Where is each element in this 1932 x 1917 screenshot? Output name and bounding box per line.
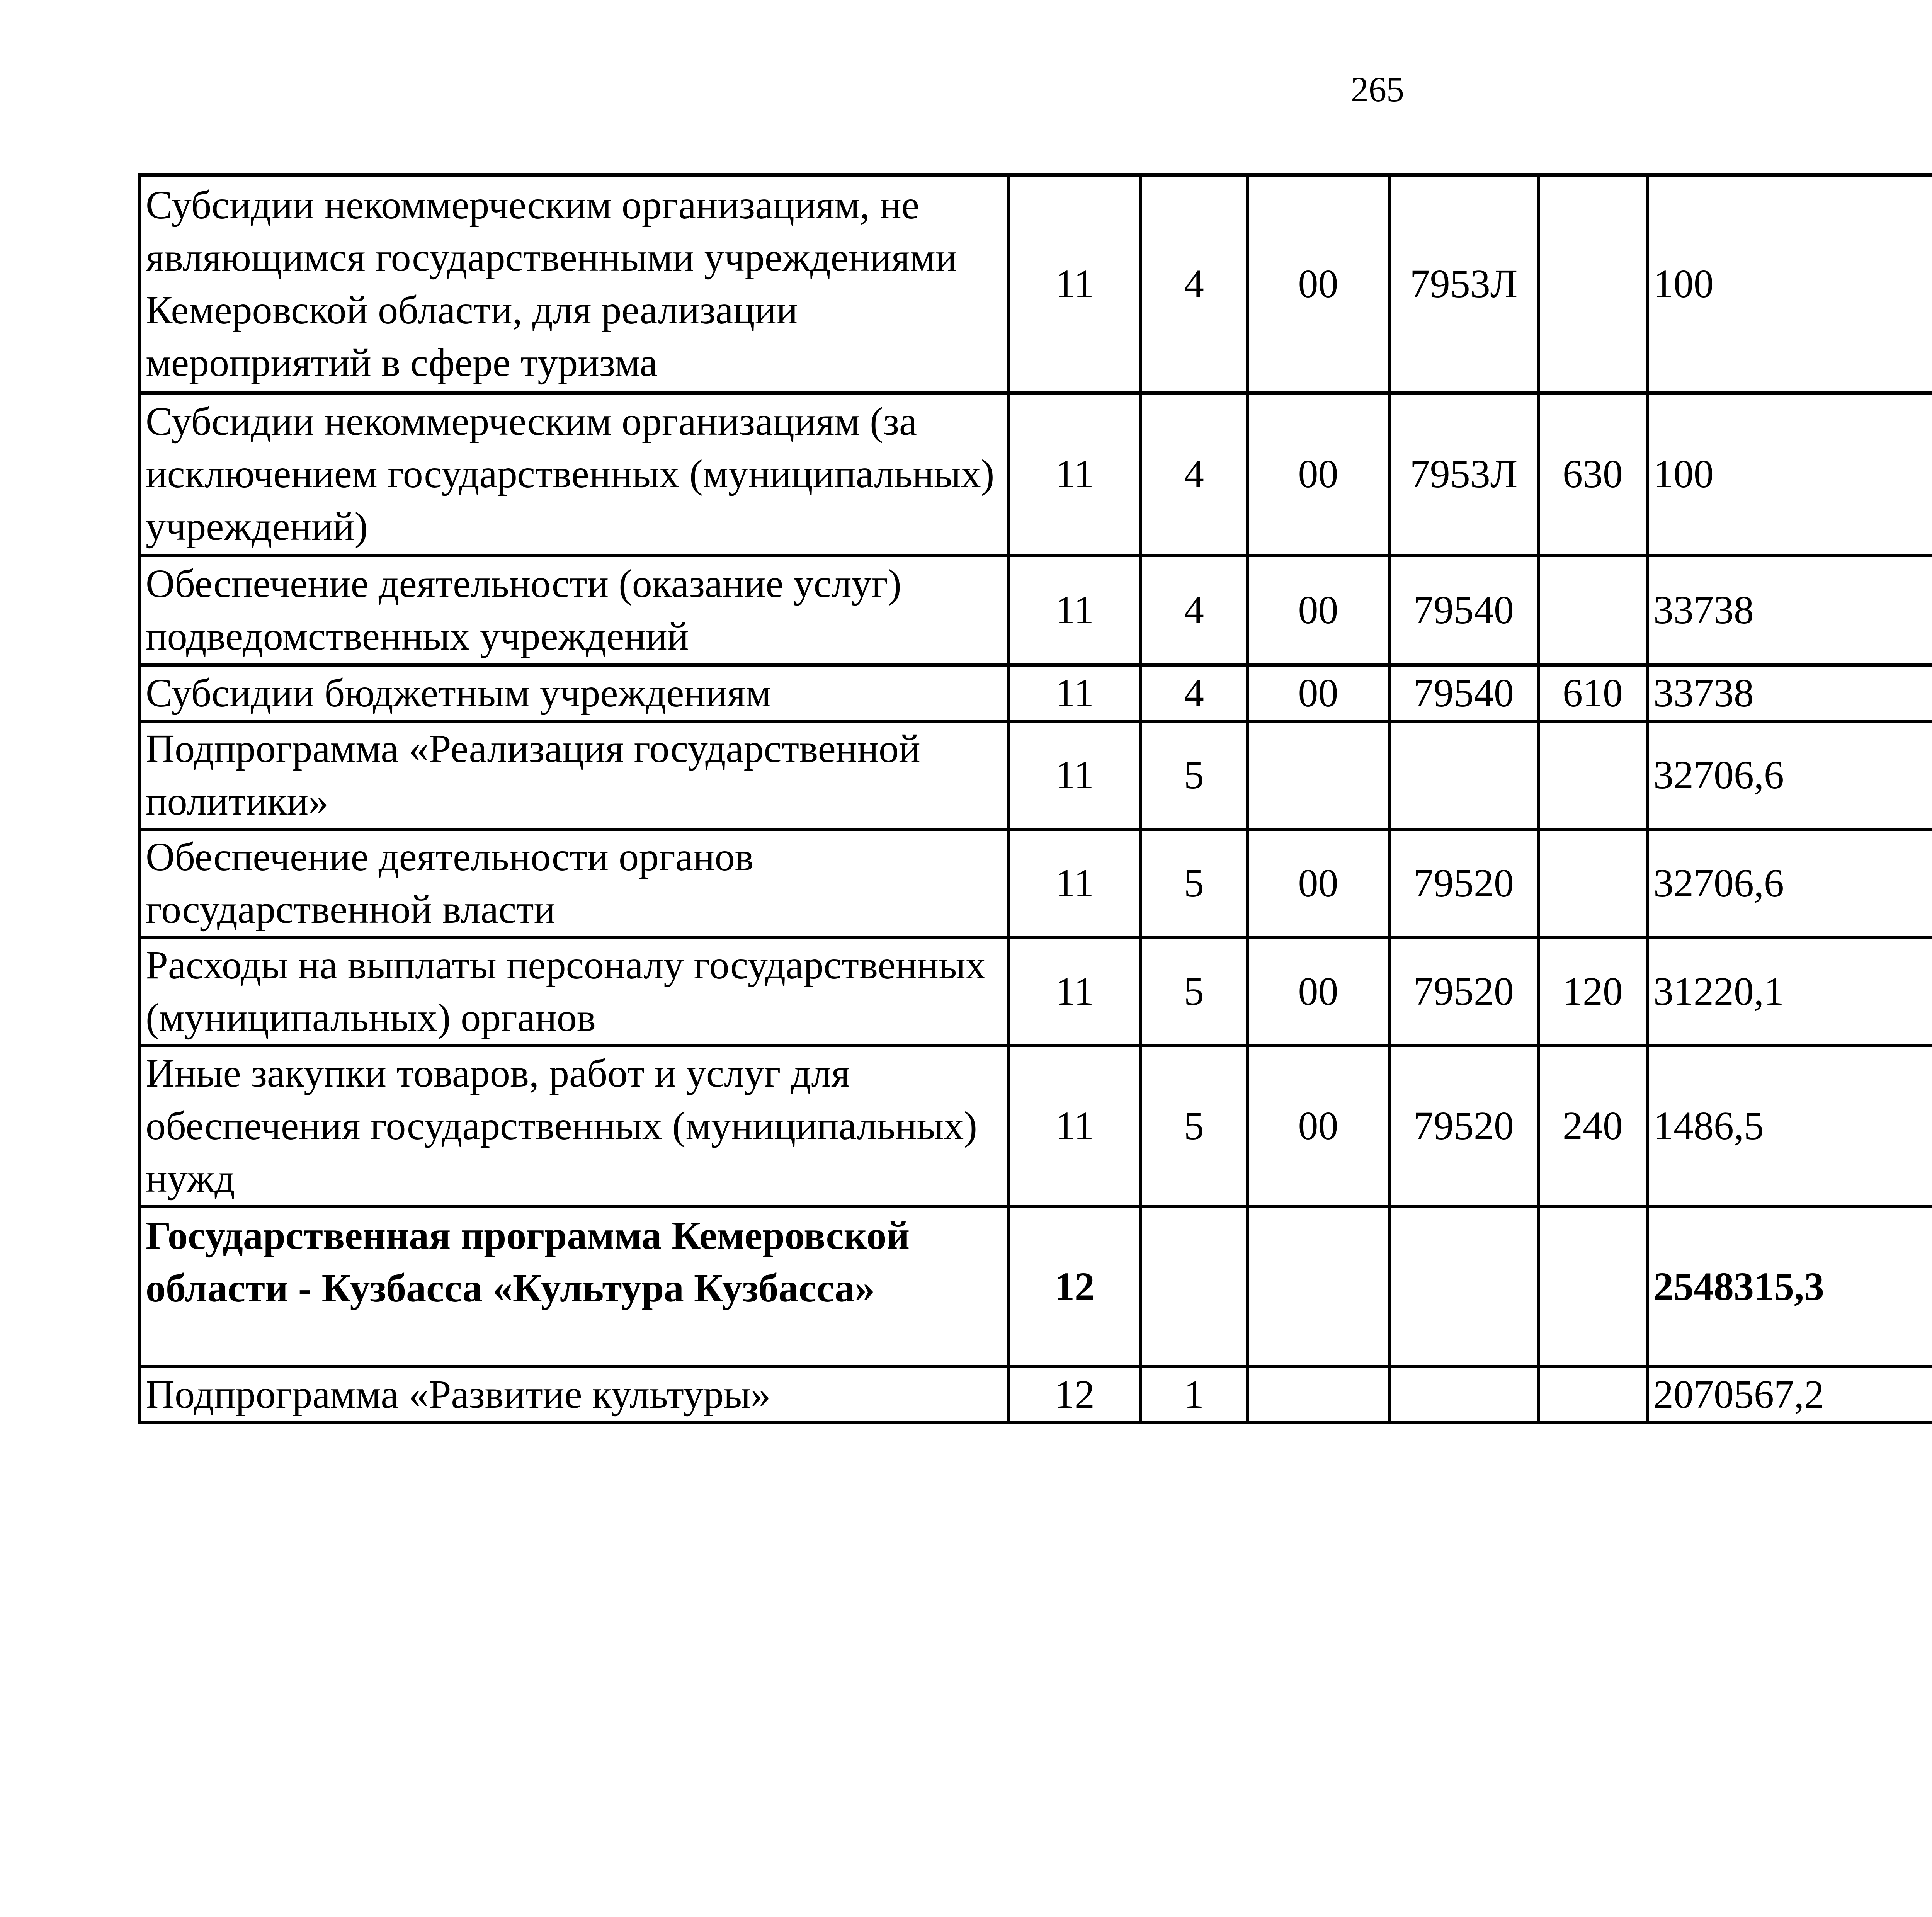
table-row [139, 665, 1932, 721]
target-article-code: 79540 [1389, 665, 1538, 721]
section-code: 11 [1009, 937, 1141, 1046]
target-article-code [1389, 1367, 1538, 1422]
subsection-code: 5 [1141, 721, 1247, 829]
expense-type-code: 610 [1538, 665, 1647, 721]
amount-1: 1486,5 [1647, 1046, 1932, 1206]
table-row [139, 175, 1932, 393]
amount-1: 32706,6 [1647, 721, 1932, 829]
amount-1: 100 [1647, 393, 1932, 555]
table-row [139, 1367, 1932, 1422]
program-code: 00 [1247, 937, 1389, 1046]
section-code: 11 [1009, 555, 1141, 665]
amount-1: 32706,6 [1647, 829, 1932, 937]
row-name: Подпрограмма «Реализация государственной политики» [139, 721, 1009, 829]
section-code: 11 [1009, 175, 1141, 393]
page-number: 265 [1351, 70, 1404, 109]
section-code: 12 [1009, 1367, 1141, 1422]
target-article-code: 79520 [1389, 829, 1538, 937]
amount-1: 2548315,3 [1647, 1206, 1932, 1367]
subsection-code: 5 [1141, 1046, 1247, 1206]
row-name: Подпрограмма «Развитие культуры» [139, 1367, 1009, 1422]
program-code: 00 [1247, 555, 1389, 665]
table-row [139, 721, 1932, 829]
amount-1: 100 [1647, 175, 1932, 393]
amount-1: 2070567,2 [1647, 1367, 1932, 1422]
table-row [139, 1206, 1932, 1367]
row-name: Субсидии некоммерческим организациям, не являющимся государственными учреждениями Кемеровской области, для реализации мероприятий в сфере туризма [139, 175, 1009, 393]
program-code [1247, 1206, 1389, 1367]
expense-type-code [1538, 1206, 1647, 1367]
table-row [139, 555, 1932, 665]
subsection-code: 1 [1141, 1367, 1247, 1422]
program-code: 00 [1247, 665, 1389, 721]
row-name: Иные закупки товаров, работ и услуг для обеспечения государственных (муниципальных) нужд [139, 1046, 1009, 1206]
target-article-code: 79540 [1389, 555, 1538, 665]
target-article-code [1389, 1206, 1538, 1367]
row-name: Расходы на выплаты персоналу государственных (муниципальных) органов [139, 937, 1009, 1046]
program-code: 00 [1247, 829, 1389, 937]
budget-table [138, 173, 1932, 1424]
row-name: Обеспечение деятельности органов государственной власти [139, 829, 1009, 937]
table-row [139, 393, 1932, 555]
target-article-code: 79520 [1389, 937, 1538, 1046]
expense-type-code [1538, 1367, 1647, 1422]
expense-type-code: 240 [1538, 1046, 1647, 1206]
section-code: 11 [1009, 721, 1141, 829]
program-code: 00 [1247, 393, 1389, 555]
row-name: Государственная программа Кемеровской области - Кузбасса «Культура Кузбасса» [139, 1206, 1009, 1367]
target-article-code: 79520 [1389, 1046, 1538, 1206]
program-code [1247, 721, 1389, 829]
subsection-code [1141, 1206, 1247, 1367]
program-code: 00 [1247, 175, 1389, 393]
subsection-code: 4 [1141, 555, 1247, 665]
table-row [139, 829, 1932, 937]
section-code: 11 [1009, 1046, 1141, 1206]
section-code: 11 [1009, 829, 1141, 937]
subsection-code: 4 [1141, 393, 1247, 555]
row-name: Субсидии некоммерческим организациям (за исключением государственных (муниципальных) учреждений) [139, 393, 1009, 555]
expense-type-code: 630 [1538, 393, 1647, 555]
expense-type-code [1538, 721, 1647, 829]
subsection-code: 4 [1141, 175, 1247, 393]
amount-1: 31220,1 [1647, 937, 1932, 1046]
expense-type-code: 120 [1538, 937, 1647, 1046]
amount-1: 33738 [1647, 555, 1932, 665]
target-article-code [1389, 721, 1538, 829]
section-code: 11 [1009, 665, 1141, 721]
expense-type-code [1538, 555, 1647, 665]
section-code: 12 [1009, 1206, 1141, 1367]
target-article-code: 7953Л [1389, 393, 1538, 555]
table-row [139, 937, 1932, 1046]
section-code: 11 [1009, 393, 1141, 555]
expense-type-code [1538, 175, 1647, 393]
program-code: 00 [1247, 1046, 1389, 1206]
row-name: Обеспечение деятельности (оказание услуг) подведомственных учреждений [139, 555, 1009, 665]
row-name: Субсидии бюджетным учреждениям [139, 665, 1009, 721]
table-row [139, 1046, 1932, 1206]
target-article-code: 7953Л [1389, 175, 1538, 393]
subsection-code: 5 [1141, 829, 1247, 937]
subsection-code: 4 [1141, 665, 1247, 721]
program-code [1247, 1367, 1389, 1422]
subsection-code: 5 [1141, 937, 1247, 1046]
amount-1: 33738 [1647, 665, 1932, 721]
expense-type-code [1538, 829, 1647, 937]
